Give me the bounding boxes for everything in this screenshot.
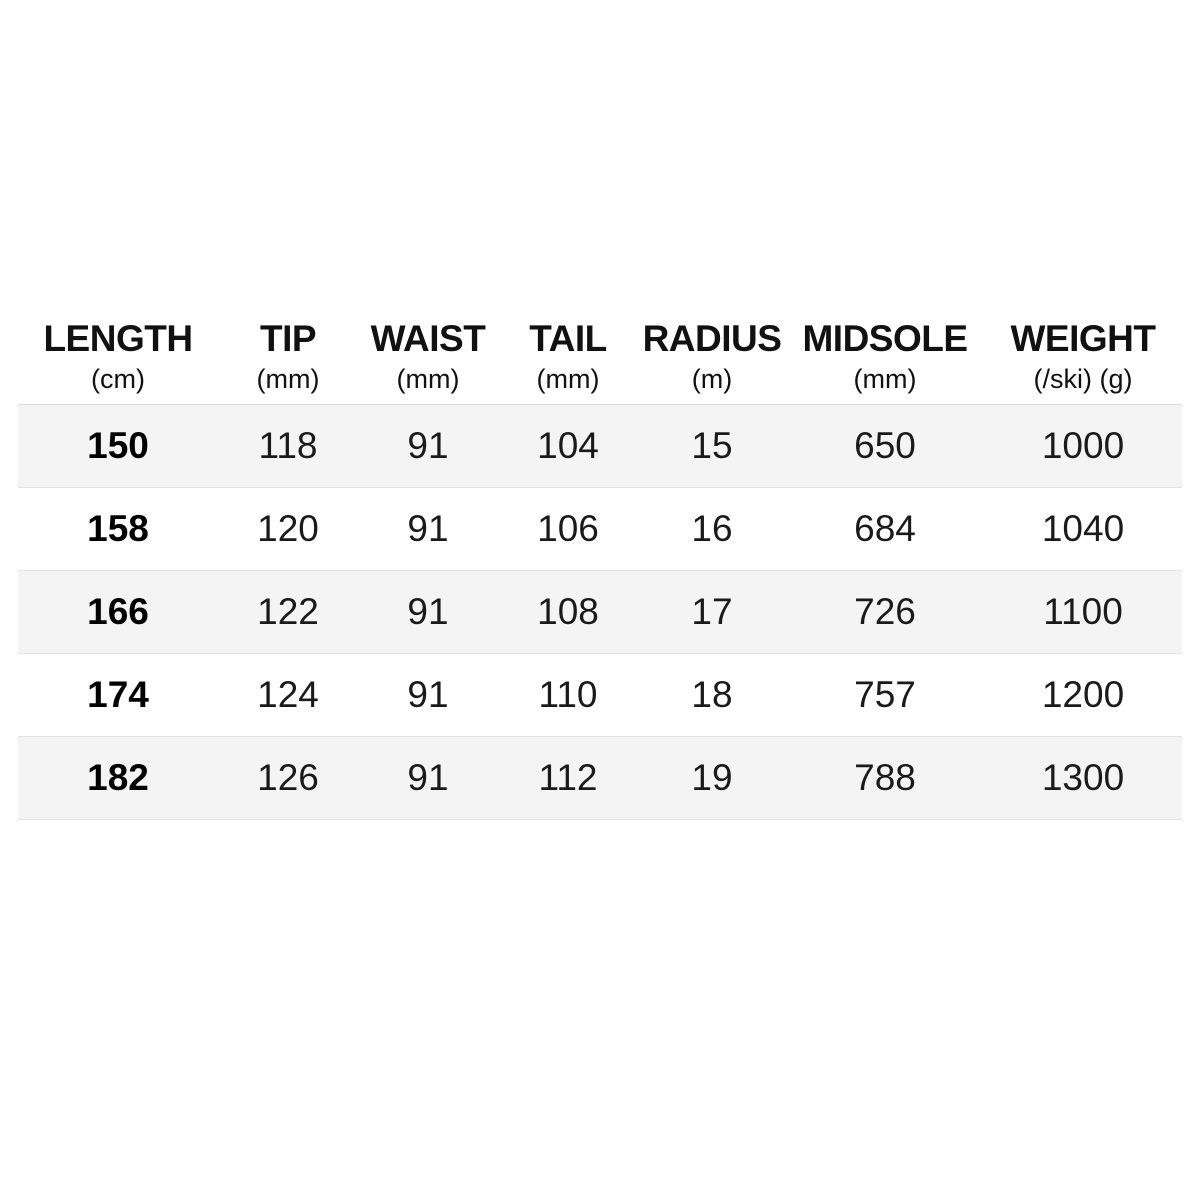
column-header-weight-title: WEIGHT (1010, 318, 1156, 359)
cell-tail: 108 (498, 571, 638, 654)
table-body (18, 405, 1182, 820)
cell-length: 158 (18, 488, 218, 571)
column-header-tail (498, 318, 638, 405)
column-header-midsole-unit: (mm) (853, 364, 917, 394)
column-header-length-unit: (cm) (91, 364, 145, 394)
cell-radius: 17 (638, 571, 786, 654)
cell-radius: 16 (638, 488, 786, 571)
table-header (18, 318, 1182, 405)
table-row (18, 488, 1182, 571)
cell-waist: 91 (358, 405, 498, 488)
cell-weight: 1000 (984, 405, 1182, 488)
column-header-waist-title: WAIST (370, 318, 486, 359)
cell-length: 182 (18, 737, 218, 820)
cell-tail: 104 (498, 405, 638, 488)
cell-midsole: 788 (786, 737, 984, 820)
cell-midsole: 684 (786, 488, 984, 571)
column-header-tip-unit: (mm) (256, 364, 320, 394)
column-header-waist-unit: (mm) (396, 364, 460, 394)
column-header-waist (358, 318, 498, 405)
column-header-tip (218, 318, 358, 405)
table-row (18, 654, 1182, 737)
column-header-radius-unit: (m) (691, 364, 733, 394)
cell-tip: 118 (218, 405, 358, 488)
column-header-length-title: LENGTH (43, 318, 193, 359)
cell-tip: 126 (218, 737, 358, 820)
cell-waist: 91 (358, 737, 498, 820)
cell-length: 150 (18, 405, 218, 488)
cell-length: 166 (18, 571, 218, 654)
cell-tail: 110 (498, 654, 638, 737)
cell-radius: 19 (638, 737, 786, 820)
cell-waist: 91 (358, 654, 498, 737)
cell-tail: 106 (498, 488, 638, 571)
column-header-length (18, 318, 218, 405)
column-header-midsole-title: MIDSOLE (802, 318, 968, 359)
cell-waist: 91 (358, 571, 498, 654)
table-row (18, 405, 1182, 488)
cell-weight: 1300 (984, 737, 1182, 820)
column-header-weight (984, 318, 1182, 405)
column-header-midsole (786, 318, 984, 405)
table-header-row (18, 318, 1182, 405)
cell-length: 174 (18, 654, 218, 737)
ski-spec-table (18, 318, 1182, 820)
cell-radius: 15 (638, 405, 786, 488)
column-header-radius (638, 318, 786, 405)
cell-tail: 112 (498, 737, 638, 820)
column-header-tail-unit: (mm) (536, 364, 600, 394)
column-header-weight-unit: (/ski) (g) (1033, 364, 1133, 394)
cell-tip: 122 (218, 571, 358, 654)
cell-tip: 120 (218, 488, 358, 571)
cell-weight: 1100 (984, 571, 1182, 654)
table-row (18, 737, 1182, 820)
column-header-radius-title: RADIUS (642, 318, 782, 359)
cell-midsole: 650 (786, 405, 984, 488)
cell-midsole: 757 (786, 654, 984, 737)
cell-waist: 91 (358, 488, 498, 571)
column-header-tail-title: TAIL (529, 318, 607, 359)
column-header-tip-title: TIP (259, 318, 317, 359)
table-row (18, 571, 1182, 654)
cell-weight: 1040 (984, 488, 1182, 571)
cell-tip: 124 (218, 654, 358, 737)
cell-midsole: 726 (786, 571, 984, 654)
cell-weight: 1200 (984, 654, 1182, 737)
cell-radius: 18 (638, 654, 786, 737)
